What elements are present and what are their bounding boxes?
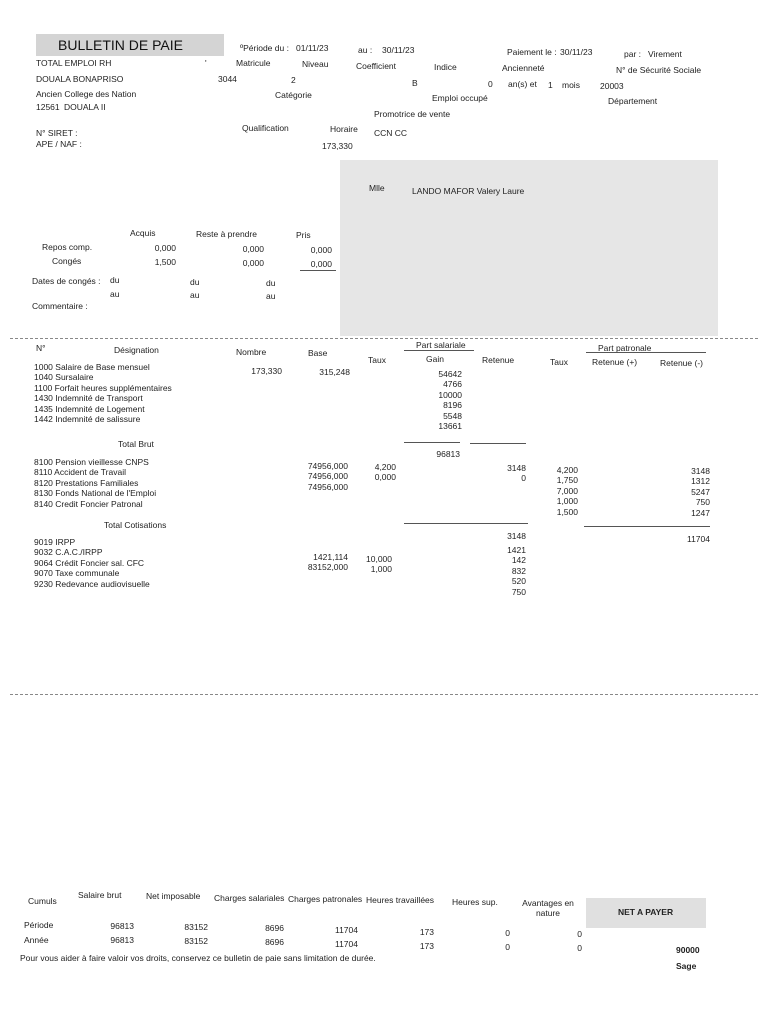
cotisations-designations <box>34 457 156 509</box>
emploi-label: Emploi occupé <box>432 93 488 103</box>
cumul-cell: 96813 <box>110 921 134 931</box>
conges-reste: 0,000 <box>242 258 264 268</box>
salaire-nombre: 173,330 <box>251 366 282 376</box>
cumul-header: Heures sup. <box>452 897 498 907</box>
impot-retenue: 750 <box>511 586 526 597</box>
au-1: au <box>110 289 120 299</box>
cotisation-patronale: 1247 <box>691 507 710 518</box>
periode-au: 30/11/23 <box>382 45 415 55</box>
cumul-header: Net imposable <box>146 891 201 901</box>
commentaire-label: Commentaire : <box>32 301 88 311</box>
col-num: N° <box>36 343 46 353</box>
cotisation-taux: 4,200 <box>374 462 396 472</box>
cumuls-label: Cumuls <box>28 896 57 906</box>
reste-label: Reste à prendre <box>196 229 257 239</box>
footer-note: Pour vous aider à faire valoir vos droits, conservez ce bulletin de paie sans limitation de durée. <box>20 953 376 963</box>
table-row-label: 1435 Indemnité de Logement <box>34 403 145 414</box>
anciennete-annees: 0 <box>488 79 493 89</box>
col-gain: Gain <box>426 354 444 364</box>
cumul-cell: 8696 <box>265 937 284 947</box>
paiement-date: 30/11/23 <box>560 47 593 57</box>
col-base: Base <box>308 348 328 358</box>
tick-mark: ' <box>205 58 207 68</box>
cumul-cell: 0 <box>577 943 582 953</box>
table-row-label: 1430 Indemnité de Transport <box>34 393 143 404</box>
impots-designations <box>34 537 150 589</box>
impot-taux: 10,000 <box>366 554 392 564</box>
table-row-label: 8120 Prestations Familiales <box>34 477 139 488</box>
cotisation-taux-pat: 4,200 <box>556 465 578 475</box>
qualification-label: Qualification <box>242 123 289 133</box>
cotisation-patronale: 5247 <box>691 486 710 497</box>
gains-values <box>420 369 462 431</box>
table-row-label: 9230 Redevance audiovisuelle <box>34 578 150 589</box>
annee-row-label: Année <box>24 935 49 945</box>
employer-city: DOUALA II <box>64 102 106 112</box>
siret-label: N° SIRET : <box>36 128 78 138</box>
impot-retenue: 520 <box>511 576 526 587</box>
paiement-label: Paiement le : <box>507 47 557 57</box>
col-retenue-plus: Retenue (+) <box>592 357 638 367</box>
cumul-cell: 0 <box>505 928 510 938</box>
total-brut-label: Total Brut <box>118 439 154 449</box>
impot-taux: 1,000 <box>370 564 392 575</box>
col-nombre: Nombre <box>236 347 267 357</box>
table-row-label: 1000 Salaire de Base mensuel <box>34 362 150 372</box>
ccn-label: CCN CC <box>374 128 408 138</box>
au-label: au : <box>358 45 373 55</box>
cumul-cell: 83152 <box>184 936 208 946</box>
gain-value: 8196 <box>443 400 462 411</box>
repos-reste: 0,000 <box>242 244 264 254</box>
cotisations-taux <box>360 462 396 483</box>
departement-label: Département <box>608 96 658 106</box>
matricule-label: Matricule <box>236 58 271 68</box>
cumul-header: Charges salariales <box>214 893 285 903</box>
net-a-payer-label: NET A PAYER <box>618 907 674 917</box>
emploi-value: Promotrice de vente <box>374 109 451 119</box>
du-3: du <box>266 278 276 288</box>
cotisation-retenue: 0 <box>521 473 526 484</box>
address-panel <box>340 160 718 336</box>
table-row-label: 1100 Forfait heures supplémentaires <box>34 382 172 393</box>
dates-conges-label: Dates de congés : <box>32 276 101 286</box>
impots-taux <box>356 554 392 575</box>
col-part-salariale: Part salariale <box>416 340 466 350</box>
total-cot-patronale: 11704 <box>686 534 710 544</box>
part-patronale-rule <box>586 352 706 353</box>
repos-acquis: 0,000 <box>154 243 176 253</box>
cotisation-patronale: 3148 <box>691 466 710 476</box>
table-row-label: 8110 Accident de Travail <box>34 467 126 478</box>
salaire-base: 315,248 <box>319 367 350 377</box>
gain-value: 13661 <box>438 420 462 431</box>
impot-retenue: 832 <box>511 565 526 576</box>
mois-label: mois <box>562 80 580 90</box>
indice-label: Indice <box>434 62 457 72</box>
cumul-cell: 96813 <box>110 935 134 945</box>
horaire-value: 173,330 <box>322 141 353 151</box>
conges-pris: 0,000 <box>310 259 332 269</box>
total-brut-value: 96813 <box>436 449 460 459</box>
part-salariale-rule <box>404 350 474 351</box>
cotisation-taux: 0,000 <box>374 472 396 483</box>
niveau-label: Niveau <box>302 59 329 69</box>
impots-bases <box>300 552 348 573</box>
table-row-label: 8100 Pension vieillesse CNPS <box>34 457 149 467</box>
cumul-header: Heures travaillées <box>366 895 435 905</box>
au-3: au <box>266 291 276 301</box>
pris-label: Pris <box>296 230 311 240</box>
cotisations-bases <box>300 461 348 492</box>
cotisation-patronale: 750 <box>695 497 710 508</box>
secu-value: 20003 <box>600 81 624 91</box>
impots-retenues <box>490 545 526 597</box>
gains-designations <box>34 362 172 424</box>
table-row-label: 9019 IRPP <box>34 537 76 547</box>
table-row-label: 9064 Crédit Foncier sal. CFC <box>34 557 145 568</box>
impot-base: 83152,000 <box>307 562 348 573</box>
cumul-cell: 83152 <box>184 922 208 932</box>
au-2: au <box>190 290 200 300</box>
impot-retenue: 1421 <box>507 545 526 555</box>
total-cot-retenue: 3148 <box>507 531 526 541</box>
cumul-cell: 0 <box>505 942 510 952</box>
coefficient-label: Coefficient <box>356 61 397 71</box>
cotisations-patronales <box>670 466 710 518</box>
du-2: du <box>190 277 200 287</box>
categorie-label: Catégorie <box>275 90 312 100</box>
periode-du: 01/11/23 <box>296 43 329 53</box>
cumul-header: Avantages en nature <box>522 898 574 918</box>
employer-address-2: Ancien College des Nation <box>36 89 137 99</box>
cotisation-patronale: 1312 <box>691 476 710 487</box>
col-designation: Désignation <box>114 345 159 355</box>
employer-address-1: DOUALA BONAPRISO <box>36 74 124 84</box>
software-name: Sage <box>676 961 697 971</box>
conges-label: Congés <box>52 256 82 266</box>
du-1: du <box>110 275 120 285</box>
total-brut-rule-1 <box>404 442 460 443</box>
cumul-cell: 11704 <box>334 925 358 935</box>
cumul-header: Salaire brut <box>78 890 122 900</box>
par-value: Virement <box>648 49 682 59</box>
gain-value: 5548 <box>443 410 462 421</box>
table-top-rule <box>10 338 758 339</box>
cotisations-taux-pat <box>542 465 578 517</box>
impot-base: 1421,114 <box>313 552 348 562</box>
conges-acquis: 1,500 <box>154 257 176 267</box>
anciennete-label: Ancienneté <box>502 63 545 73</box>
impot-retenue: 142 <box>511 555 526 566</box>
cotisation-retenue: 3148 <box>507 463 526 473</box>
acquis-label: Acquis <box>130 228 156 238</box>
cotisations-retenues <box>490 463 526 484</box>
cumul-cell: 173 <box>419 927 434 937</box>
cotisation-taux-pat: 1,000 <box>556 496 578 507</box>
table-row-label: 8140 Credit Foncier Patronal <box>34 498 143 509</box>
cumul-header: Charges patronales <box>288 894 363 904</box>
gain-value: 54642 <box>438 369 462 379</box>
pris-underline <box>300 270 336 271</box>
annees-label: an(s) et <box>508 79 537 89</box>
cotisation-taux-pat: 7,000 <box>556 485 578 496</box>
ape-label: APE / NAF : <box>36 139 82 149</box>
recipient-civilite: Mlle <box>369 183 385 193</box>
employer-postal: 12561 <box>36 102 60 112</box>
col-retenue-moins: Retenue (-) <box>660 358 703 368</box>
cumul-cell: 11704 <box>334 939 358 949</box>
recipient-name: LANDO MAFOR Valery Laure <box>412 186 525 196</box>
table-row-label: 1442 Indemnité de salissure <box>34 413 141 424</box>
niveau-value: 2 <box>291 75 296 85</box>
total-brut-rule-2 <box>470 443 526 444</box>
secu-label: N° de Sécurité Sociale <box>616 65 702 75</box>
col-retenue: Retenue <box>482 355 515 365</box>
repos-label: Repos comp. <box>42 242 93 252</box>
col-part-patronale: Part patronale <box>598 343 652 353</box>
gain-value: 4766 <box>443 379 462 390</box>
col-taux-pat: Taux <box>550 357 568 367</box>
col-taux: Taux <box>368 355 386 365</box>
employer-name: TOTAL EMPLOI RH <box>36 58 112 68</box>
cotisation-base: 74956,000 <box>307 461 348 471</box>
cumul-cell: 8696 <box>265 923 284 933</box>
cotisation-base: 74956,000 <box>307 481 348 492</box>
total-cot-rule-1 <box>404 523 528 524</box>
document-title: BULLETIN DE PAIE <box>58 37 184 53</box>
table-row-label: 9032 C.A.C./IRPP <box>34 547 103 558</box>
matricule-value: 3044 <box>218 74 237 84</box>
table-row-label: 9070 Taxe communale <box>34 568 120 579</box>
cotisation-taux-pat: 1,750 <box>556 475 578 486</box>
total-cotisations-label: Total Cotisations <box>104 520 167 530</box>
periode-label: ºPériode du : <box>240 43 289 53</box>
cotisation-base: 74956,000 <box>307 471 348 482</box>
net-a-payer-value: 90000 <box>676 945 700 955</box>
cumul-cell: 173 <box>419 941 434 951</box>
cotisation-taux-pat: 1,500 <box>556 506 578 517</box>
repos-pris: 0,000 <box>310 245 332 255</box>
indice-value: B <box>412 78 418 88</box>
par-label: par : <box>624 49 642 59</box>
table-row-label: 1040 Sursalaire <box>34 372 94 383</box>
cumul-cell: 0 <box>577 929 582 939</box>
table-row-label: 8130 Fonds National de l'Emploi <box>34 488 157 499</box>
gain-value: 10000 <box>438 389 462 400</box>
table-bottom-rule <box>10 694 758 695</box>
anciennete-mois: 1 <box>548 80 553 90</box>
total-cot-rule-2 <box>584 526 710 527</box>
horaire-label: Horaire <box>330 124 358 134</box>
periode-row-label: Période <box>24 920 54 930</box>
